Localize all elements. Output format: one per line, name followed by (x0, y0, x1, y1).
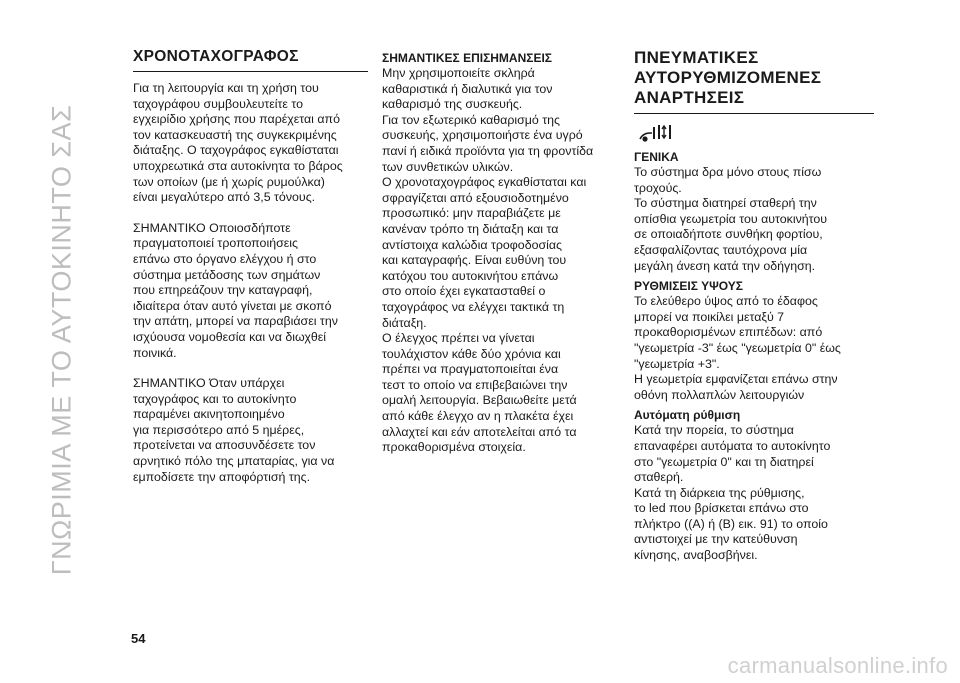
text-line: κανέναν τρόπο τη διάταξη και τα (382, 221, 559, 236)
important-notes-heading: ΣΗΜΑΝΤΙΚΕΣ ΕΠΙΣΗΜΑΝΣΕΙΣ (382, 51, 553, 65)
text-line: εγχειρίδιο χρήσης που παρέχεται από (133, 112, 340, 127)
text-line: ΣΗΜΑΝΤΙΚΟ Οποιοσδήποτε (133, 220, 291, 235)
text-line: εμποδίσετε την αποφόρτισή της. (133, 469, 311, 484)
section-sidebar-label: ΓΝΩΡΙΜΙΑ ΜΕ ΤΟ ΑΥΤΟΚΙΝΗΤΟ ΣΑΣ (46, 104, 77, 576)
text-line: επαναφέρει αυτόματα το αυτοκίνητο (634, 438, 831, 453)
text-line: Το ελεύθερο ύψος από το έδαφος (634, 294, 818, 309)
text-line: που επηρεάζουν την καταγραφή, (133, 283, 313, 298)
text-line: οθόνη πολλαπλών λειτουργιών (634, 387, 805, 402)
text-line: κίνησης, αναβοσβήνει. (634, 548, 758, 563)
text-line: Κατά τη διάρκεια της ρύθμισης, (634, 485, 805, 500)
text-line: πρέπει να πραγματοποιείται ένα (382, 362, 559, 377)
tachograph-important-1 (133, 221, 368, 361)
text-line: μεγάλη άνεση κατά την οδήγηση. (634, 258, 816, 273)
text-line: τον κατασκευαστή της συγκεκριμένης (133, 127, 337, 142)
auto-adjust-heading: Αυτόματη ρύθμιση (634, 408, 741, 423)
text-line: τουλάχιστον κάθε δύο χρόνια και (382, 346, 561, 361)
text-line: Το σύστημα διατηρεί σταθερή την (634, 196, 817, 211)
text-line: σφραγίζεται από εξουσιοδοτημένο (382, 190, 569, 205)
text-line: είναι μεγαλύτερο από 3,5 τόνους. (133, 190, 316, 205)
text-line: από κάθε έλεγχο αν η πλακέτα έχει (382, 409, 574, 424)
text-line: ομαλή λειτουργία. Βεβαιωθείτε μετά (382, 393, 577, 408)
text-line: διάταξης. Ο ταχογράφος εγκαθίσταται (133, 143, 339, 158)
general-text (634, 165, 874, 274)
text-line: και καταγραφής. Είναι ευθύνη του (382, 253, 567, 268)
text-line: συσκευής, χρησιμοποιήστε ένα υγρό (382, 128, 583, 143)
heading-line-2: ΑΥΤΟΡΥΘΜΙΖΟΜΕΝΕΣ (634, 68, 822, 87)
text-line: Για τον εξωτερικό καθαρισμό της (382, 112, 561, 127)
column-important-notes (382, 48, 617, 456)
text-line: πανί ή ειδικά προϊόντα για τη φροντίδα (382, 143, 594, 158)
text-line: στο "γεωμετρία 0" και τη διατηρεί (634, 454, 814, 469)
text-line: προκαθορισμένα στοιχεία. (382, 440, 526, 455)
text-line: κατόχου του αυτοκινήτου επάνω (382, 268, 559, 283)
text-line: Ο έλεγχος πρέπει να γίνεται (382, 331, 535, 346)
text-line: μπορεί να ποικίλει μεταξύ 7 (634, 309, 785, 324)
text-line: εξασφαλίζοντας ταυτόχρονα μία (634, 242, 808, 257)
text-line: αντίστοιχα καλώδια τροφοδοσίας (382, 237, 563, 252)
text-line: τροχούς. (634, 180, 682, 195)
text-line: καθαριστικά ή διαλυτικά για τον (382, 81, 553, 96)
text-line: προκαθορισμένων επιπέδων: από (634, 325, 823, 340)
text-line: σταθερή. (634, 470, 684, 485)
text-line: αλλαχτεί και εάν αποτελείται από τα (382, 424, 577, 439)
column-tachograph (133, 48, 368, 485)
text-line: την απάτη, μπορεί να παραβιάσει την (133, 314, 338, 329)
text-line: προσωπικό: μην παραβιάζετε με (382, 206, 561, 221)
text-line: προτείνεται να αποσυνδέσετε τον (133, 438, 316, 453)
text-line: Το σύστημα δρα μόνο στους πίσω (634, 165, 822, 179)
tachograph-paragraph-1 (133, 81, 368, 206)
height-settings-text (634, 294, 874, 403)
text-line: ταχογράφου συμβουλευτείτε το (133, 96, 303, 111)
important-notes-text (382, 66, 617, 456)
text-line: των οποίων (με ή χωρίς ρυμούλκα) (133, 174, 325, 189)
tachograph-heading: ΧΡΟΝΟΤΑΧΟΓΡΑΦΟΣ (133, 48, 368, 72)
text-line: οπίσθια γεωμετρία του αυτοκινήτου (634, 211, 828, 226)
text-line: ΣΗΜΑΝΤΙΚΟ Όταν υπάρχει (133, 376, 285, 391)
auto-adjust-text (634, 423, 874, 563)
text-line: ισχύουσα νομοθεσία και να διωχθεί (133, 329, 327, 344)
text-line: επάνω στο όργανο ελέγχου ή στο (133, 251, 317, 266)
heading-line-1: ΠΝΕΥΜΑΤΙΚΕΣ (634, 48, 759, 67)
text-line: "γεωμετρία -3" έως "γεωμετρία 0" έως (634, 340, 841, 355)
height-settings-heading: ΡΥΘΜΙΣΕΙΣ ΥΨΟΥΣ (634, 279, 743, 294)
general-heading: ΓΕΝΙΚΑ (634, 150, 679, 164)
heading-line-3: ΑΝΑΡΤΗΣΕΙΣ (634, 88, 745, 107)
text-line: το led που βρίσκεται επάνω στο (634, 501, 809, 516)
text-line: υποχρεωτικά στα αυτοκίνητα το βάρος (133, 158, 343, 173)
text-line: Κατά την πορεία, το σύστημα (634, 423, 794, 438)
text-line: ποινικά. (133, 345, 177, 360)
text-line: Η γεωμετρία εμφανίζεται επάνω στην (634, 372, 838, 387)
text-line: Ο χρονοταχογράφος εγκαθίσταται και (382, 175, 587, 190)
text-line: των συνθετικών υλικών. (382, 159, 514, 174)
text-line: ταχογράφος και το αυτοκίνητο (133, 391, 297, 406)
text-line: σύστημα μετάδοσης των σημάτων (133, 267, 321, 282)
text-line: ιδιαίτερα όταν αυτό γίνεται με σκοπό (133, 298, 332, 313)
text-line: διάταξη. (382, 315, 427, 330)
vehicle-suspension-level-icon (637, 123, 677, 143)
text-line: τεστ το οποίο να επιβεβαιώνει την (382, 377, 568, 392)
text-line: αρνητικό πόλο της μπαταρίας, για να (133, 454, 335, 469)
text-line: παραμένει ακινητοποιημένο (133, 407, 285, 422)
text-line: Μην χρησιμοποιείτε σκληρά (382, 66, 535, 80)
text-line: αντιστοιχεί με την κατεύθυνση (634, 532, 798, 547)
text-line: σε οποιαδήποτε συνθήκη φορτίου, (634, 227, 823, 242)
text-line: ταχογράφος να ελέγχει τακτικά τη (382, 299, 565, 314)
column-air-suspension (634, 48, 874, 564)
text-line: πραγματοποιεί τροποποιήσεις (133, 236, 298, 251)
tachograph-important-2 (133, 376, 368, 485)
watermark: carmanualsonline.info (727, 653, 948, 678)
text-line: για περισσότερο από 5 ημέρες, (133, 422, 305, 437)
page-number: 54 (131, 631, 146, 646)
text-line: καθαρισμό της συσκευής. (382, 97, 523, 112)
text-line: "γεωμετρία +3". (634, 356, 720, 371)
text-line: στο οποίο έχει εγκατασταθεί ο (382, 284, 546, 299)
text-line: πλήκτρο ((A) ή (B) εικ. 91) το οποίο (634, 516, 828, 531)
air-suspension-heading (634, 48, 874, 114)
text-line: Για τη λειτουργία και τη χρήση του (133, 81, 319, 95)
